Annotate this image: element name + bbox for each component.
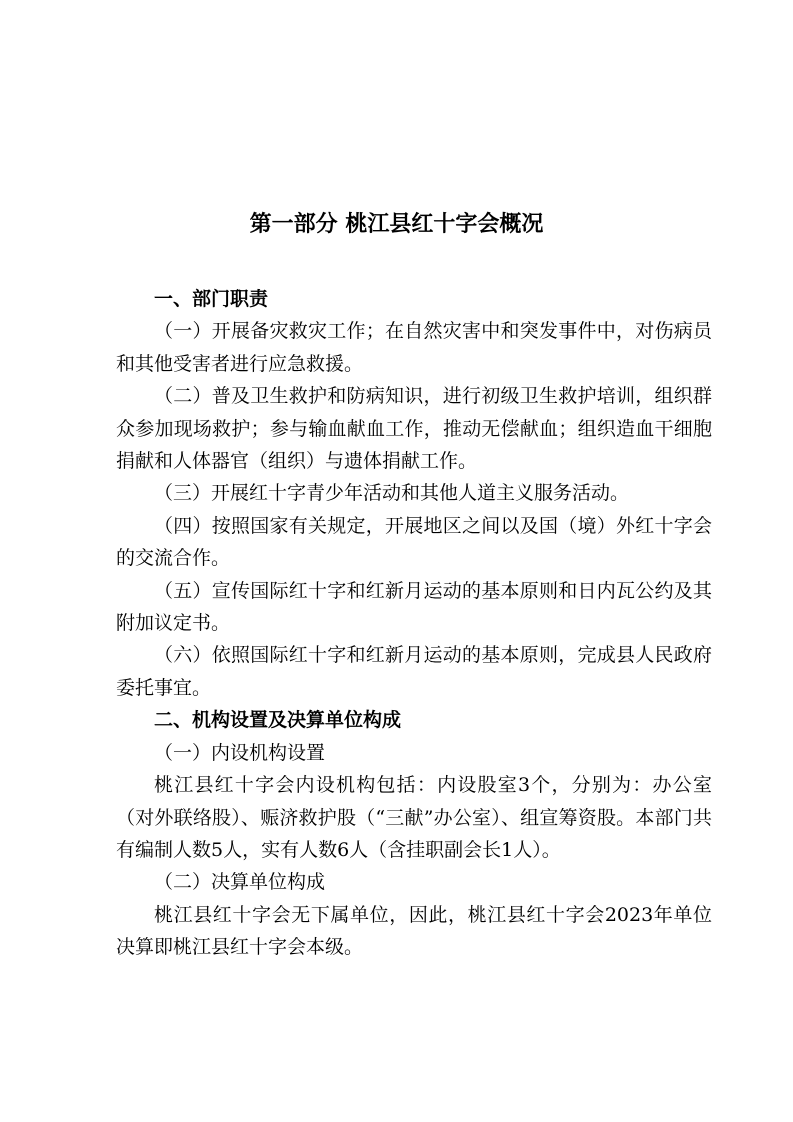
section-heading-duties: 一、部门职责 <box>154 288 269 310</box>
page-title: 第一部分 桃江县红十字会概况 <box>249 211 544 237</box>
paragraph: （二）普及卫生救护和防病知识，进行初级卫生救护培训，组织群众参加现场救护；参与输血献血工作，推动无偿献血；组织造血干细胞捐献和人体器官（组织）与遗体捐献工作。 <box>116 385 712 473</box>
paragraph: （六）依照国际红十字和红新月运动的基本原则，完成县人民政府委托事宜。 <box>116 644 712 699</box>
subsection-heading: （一）内设机构设置 <box>154 741 326 764</box>
subsection-heading: （二）决算单位构成 <box>154 871 326 894</box>
paragraph: 桃江县红十字会内设机构包括：内设股室3个，分别为：办公室（对外联络股）、赈济救护股（“三献”办公室）、组宣筹资股。本部门共有编制人数5人，实有人数6人（含挂职副会长1人）。 <box>116 774 712 861</box>
paragraph: （三）开展红十字青少年活动和其他人道主义服务活动。 <box>154 482 630 505</box>
paragraph: （一）开展备灾救灾工作；在自然灾害中和突发事件中，对伤病员和其他受害者进行应急救援。 <box>116 320 712 375</box>
section-heading-organization: 二、机构设置及决算单位构成 <box>154 709 402 732</box>
paragraph: （五）宣传国际红十字和红新月运动的基本原则和日内瓦公约及其附加议定书。 <box>116 579 712 635</box>
paragraph: （四）按照国家有关规定，开展地区之间以及国（境）外红十字会的交流合作。 <box>116 514 712 570</box>
paragraph: 桃江县红十字会无下属单位，因此，桃江县红十字会2023年单位决算即桃江县红十字会本级。 <box>116 903 712 959</box>
document-body <box>116 283 712 964</box>
